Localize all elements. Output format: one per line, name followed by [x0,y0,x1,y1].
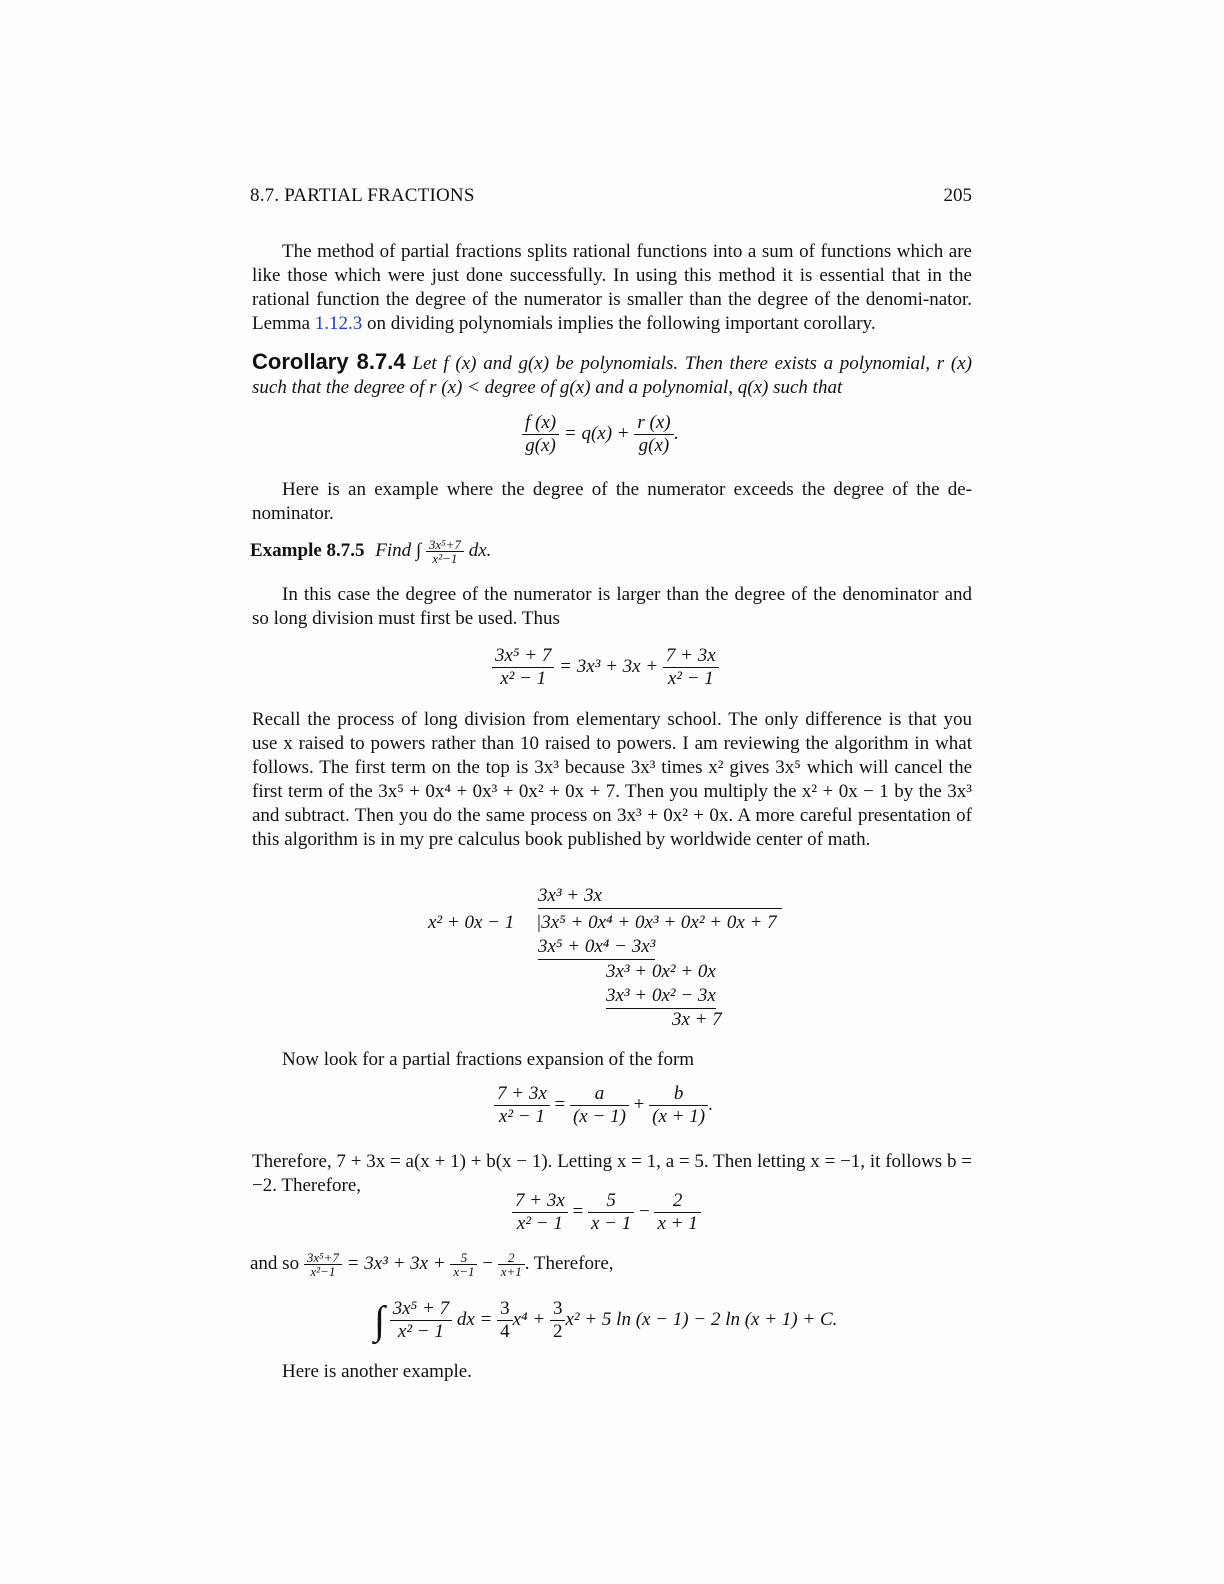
example-int-den: x²−1 [432,551,458,566]
intro-paragraph [252,240,972,336]
pf2-lhs-den: x² − 1 [516,1213,563,1234]
div-lhs-den: x² − 1 [500,668,547,689]
final-den: x² − 1 [397,1321,444,1342]
ld-quotient: 3x³ + 3x [538,884,782,909]
div-rhs-den: x² − 1 [667,668,714,689]
paragraph-pf-form: Now look for a partial fractions expansion of the form [282,1049,695,1070]
pf2-t1-num: 5 [588,1190,634,1213]
andso-f-den: x²−1 [310,1264,336,1279]
div-rhs-num: 7 + 3x [663,645,719,668]
cor-rhs-num: r (x) [634,412,673,435]
pf-lhs-den: x² − 1 [498,1106,545,1127]
corollary-block [252,350,972,400]
running-header-section: 8.7. PARTIAL FRACTIONS [250,185,475,206]
pf-end: . [708,1093,713,1115]
cor-end: . [673,422,679,444]
corollary-statement: Let f (x) and g(x) be polynomials. Then there exists a polynomial, r (x) such that the degree of r (x) < degree of g(x) and a polynomial, q(x) such that [252,353,973,398]
ld-remainder: 3x + 7 [672,1009,722,1030]
pf-lhs-num: 7 + 3x [494,1083,550,1106]
cor-lhs-num: f (x) [522,412,559,435]
pf2-t2-den: x + 1 [657,1213,698,1234]
final-t2: x² + 5 ln (x − 1) − 2 ln (x + 1) + C. [565,1308,838,1330]
paragraph-long-division-intro: In this case the degree of the numerator is larger than the degree of the denominator and so long division must first be used. Thus [252,584,972,629]
ld-dividend: |3x⁵ + 0x⁴ + 0x³ + 0x² + 0x + 7 [536,912,777,933]
example-intro: Here is an example where the degree of the numerator exceeds the degree of the de-nominator. [252,479,972,524]
intro-text-a: The method of partial fractions splits rational functions into a sum of functions which are like those which were just done successfully. In using this method it is essential that in the rational function the degree of the numerator is smaller than the degree of the denomi-nator. Lemma [252,241,972,334]
final-c2-num: 3 [550,1298,566,1321]
pf2-t2-num: 2 [654,1190,700,1213]
final-c1-den: 4 [500,1321,510,1342]
final-num: 3x⁵ + 7 [390,1298,452,1321]
ld-step1: 3x⁵ + 0x⁴ − 3x³ [538,935,655,960]
pf-a-num: a [570,1083,629,1106]
andso-h-den: x+1 [500,1264,522,1279]
andso-mid: = 3x³ + 3x + [346,1252,446,1274]
integral-sign: ∫ [374,1297,385,1343]
ld-step3: 3x³ + 0x² − 3x [606,984,716,1009]
final-dx: dx = [456,1308,493,1330]
partial-fraction-result-equation [512,1190,701,1235]
lemma-link[interactable]: 1.12.3 [314,313,363,334]
corollary-equation [522,412,678,457]
andso-minus: − [482,1252,493,1274]
final-integral-equation [374,1298,837,1343]
final-c1-num: 3 [497,1298,513,1321]
final-t1: x⁴ + [512,1308,546,1330]
andso-h-num: 2 [498,1251,525,1265]
paragraph-algorithm: Recall the process of long division from elementary school. The only difference is that you use x raised to powers rather than 10 raised to powers. I am reviewing the algorithm in what follows. The first term on the top is 3x³ because 3x³ times x² gives 3x⁵ which will cancel the first term of the 3x⁵ + 0x⁴ + 0x³ + 0x² + 0x + 7. Then you multiply the x² + 0x − 1 by the 3x³ and subtract. Then you do the same process on 3x³ + 0x² + 0x. A more careful presentation of this algorithm is in my pre calculus book published by worldwide center of math. [252,709,972,850]
cor-rhs-den: g(x) [638,435,670,456]
ld-step2: 3x³ + 0x² + 0x [606,961,716,982]
ld-divisor: x² + 0x − 1 [428,912,515,933]
example-find: Find ∫ [375,539,422,561]
page-number: 205 [943,185,972,206]
andso-g-num: 5 [450,1251,477,1265]
final-c2-den: 2 [552,1321,563,1342]
pf-b-den: (x + 1) [652,1106,706,1127]
example-heading [250,538,491,565]
pf2-minus: − [639,1200,650,1222]
pf2-t1-den: x − 1 [590,1213,632,1234]
andso-line [250,1251,614,1278]
intro-text-b: on dividing polynomials implies the following important corollary. [362,313,876,334]
example-int-num: 3x⁵+7 [426,538,464,552]
example-title: Example 8.7.5 [250,539,365,561]
division-equation [492,645,719,690]
andso-f-num: 3x⁵+7 [304,1251,342,1265]
cor-mid: = q(x) + [563,422,630,444]
pf2-eq: = [572,1200,584,1222]
div-mid: = 3x³ + 3x + [559,655,659,677]
pf-a-den: (x − 1) [572,1106,626,1127]
div-lhs-num: 3x⁵ + 7 [492,645,554,668]
pf2-lhs-num: 7 + 3x [512,1190,568,1213]
andso-suffix: . Therefore, [524,1252,614,1274]
pf-plus: + [633,1093,645,1115]
corollary-title: Corollary 8.7.4 [252,349,406,374]
example-dx: dx. [463,539,492,561]
pf-b-num: b [649,1083,708,1106]
cor-lhs-den: g(x) [525,435,556,456]
pf-eq: = [554,1093,566,1115]
partial-fraction-form-equation [494,1083,713,1128]
paragraph-solve-coefficients: Therefore, 7 + 3x = a(x + 1) + b(x − 1). Letting x = 1, a = 5. Then letting x = −1, it follows b = −2. Therefore, [252,1151,972,1196]
closing-paragraph: Here is another example. [282,1361,472,1382]
andso-g-den: x−1 [453,1264,475,1279]
andso-prefix: and so [250,1252,300,1274]
